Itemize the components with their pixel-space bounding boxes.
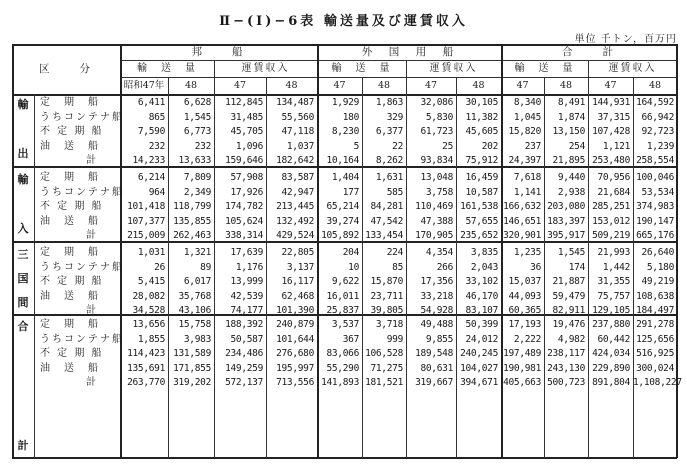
data-cell: 50,587 (230, 333, 263, 345)
data-cell: 713,556 (276, 377, 314, 388)
row-label: 計 (86, 230, 98, 241)
sub-header: 輸 送 量 (137, 63, 197, 74)
data-cell: 6,628 (183, 97, 211, 108)
data-cell: 6,773 (183, 126, 211, 137)
data-cell: 13,048 (420, 172, 453, 183)
data-cell: 8,230 (331, 126, 359, 137)
data-cell: 114,423 (127, 348, 165, 359)
data-cell: 320,901 (503, 230, 541, 241)
data-cell: 234,486 (225, 348, 263, 359)
data-cell: 32,086 (420, 97, 453, 108)
sub-header: 輸 送 量 (331, 63, 392, 74)
data-cell: 10,164 (326, 155, 359, 166)
data-cell: 10 (348, 261, 359, 273)
data-cell: 1,874 (557, 111, 585, 123)
data-cell: 15,870 (370, 276, 403, 287)
data-cell: 204 (342, 247, 359, 258)
data-cell: 424,034 (592, 348, 630, 359)
data-cell: 367 (342, 333, 359, 345)
data-cell: 16,011 (326, 290, 359, 302)
data-cell: 83,066 (326, 348, 359, 359)
data-cell: 100,046 (636, 172, 674, 183)
data-cell: 16,459 (465, 172, 498, 183)
data-cell: 25 (442, 140, 453, 152)
data-cell: 3,537 (331, 319, 359, 330)
data-cell: 6,377 (375, 126, 403, 137)
data-cell: 19,476 (552, 319, 585, 330)
group-label-char: 輸 (17, 173, 29, 186)
year-header: 47 (233, 80, 247, 91)
data-cell: 2,222 (513, 333, 541, 345)
year-header: 昭和47年 (123, 80, 165, 91)
data-cell: 17,639 (230, 247, 263, 258)
data-cell: 30,105 (465, 97, 498, 108)
data-cell: 8,491 (557, 97, 585, 108)
data-cell: 14,233 (132, 155, 165, 166)
data-cell: 31,485 (230, 111, 263, 123)
row-label: 定 期 船 (40, 97, 100, 108)
data-cell: 1,545 (557, 247, 585, 258)
data-cell: 10,587 (465, 186, 498, 198)
rule-line (120, 60, 677, 61)
data-cell: 1,545 (183, 111, 211, 123)
data-cell: 1,121 (602, 140, 630, 152)
data-cell: 54,928 (420, 305, 453, 316)
data-cell: 300,024 (636, 362, 674, 374)
data-cell: 21,895 (552, 155, 585, 166)
group-label-char: 入 (17, 222, 29, 235)
row-label: うちコンテナ船 (40, 186, 124, 198)
data-cell: 46,170 (465, 290, 498, 302)
data-cell: 93,834 (420, 155, 453, 166)
sub-header: 輸 送 量 (514, 63, 575, 74)
year-header: 47 (604, 80, 617, 91)
data-cell: 5,415 (137, 276, 165, 287)
data-cell: 500,723 (547, 377, 585, 388)
data-cell: 36 (530, 261, 541, 273)
data-cell: 240,879 (276, 319, 314, 330)
data-cell: 181,521 (365, 377, 403, 388)
data-cell: 50,399 (465, 319, 498, 330)
data-cell: 60,365 (508, 305, 541, 316)
data-cell: 35,768 (178, 290, 211, 302)
year-header: 48 (377, 80, 391, 91)
data-cell: 82,911 (552, 305, 585, 316)
data-cell: 84,281 (370, 201, 403, 212)
data-cell: 161,538 (460, 201, 498, 212)
data-cell: 106,528 (365, 348, 403, 359)
data-cell: 585 (386, 186, 403, 198)
data-cell: 13,999 (230, 276, 263, 287)
year-header: 48 (559, 80, 573, 91)
data-cell: 13,150 (552, 126, 585, 137)
data-cell: 65,214 (326, 201, 359, 212)
data-cell: 170,905 (415, 230, 453, 241)
data-cell: 153,012 (592, 215, 630, 227)
data-cell: 33,102 (465, 276, 498, 287)
data-cell: 1,096 (235, 140, 263, 152)
group-label-char: 国 (17, 272, 29, 285)
data-cell: 22 (392, 140, 403, 152)
data-cell: 1,176 (235, 261, 263, 273)
data-cell: 70,956 (597, 172, 630, 183)
data-cell: 34,528 (132, 305, 165, 316)
data-cell: 131,589 (173, 348, 211, 359)
data-cell: 188,392 (225, 319, 263, 330)
data-cell: 197,489 (503, 348, 541, 359)
row-label: うちコンテナ船 (40, 333, 124, 345)
data-cell: 4,982 (557, 333, 585, 345)
data-cell: 15,037 (508, 276, 541, 287)
data-cell: 6,214 (137, 172, 165, 183)
data-cell: 129,105 (592, 305, 630, 316)
data-cell: 171,855 (173, 362, 211, 374)
data-cell: 3,835 (470, 247, 498, 258)
data-cell: 13,656 (132, 319, 165, 330)
data-cell: 190,147 (636, 215, 674, 227)
data-cell: 213,445 (276, 201, 314, 212)
data-table (12, 44, 682, 458)
data-cell: 405,663 (503, 377, 541, 388)
data-cell: 101,418 (127, 201, 165, 212)
data-cell: 229,890 (592, 362, 630, 374)
data-cell: 429,524 (276, 230, 314, 241)
row-label: 不 定 期 船 (40, 276, 104, 287)
data-cell: 59,479 (552, 290, 585, 302)
data-cell: 43,106 (178, 305, 211, 316)
data-cell: 1,031 (137, 247, 165, 258)
data-cell: 134,487 (276, 97, 314, 108)
data-cell: 190,981 (503, 362, 541, 374)
data-cell: 509,219 (592, 230, 630, 241)
data-cell: 37,315 (597, 111, 630, 123)
data-cell: 180 (342, 111, 359, 123)
year-header: 47 (333, 80, 346, 91)
data-cell: 71,275 (370, 362, 403, 374)
data-cell: 202 (481, 140, 498, 152)
data-cell: 125,656 (636, 333, 674, 345)
data-cell: 253,480 (592, 155, 630, 166)
row-label: 不 定 期 船 (40, 201, 104, 212)
data-cell: 6,017 (183, 276, 211, 287)
data-cell: 263,770 (127, 377, 165, 388)
row-label: 定 期 船 (40, 247, 100, 258)
data-cell: 75,912 (465, 155, 498, 166)
data-cell: 28,082 (132, 290, 165, 302)
data-cell: 62,468 (281, 290, 314, 302)
data-cell: 17,926 (230, 186, 263, 198)
sub-header: 運賃収入 (429, 63, 478, 74)
group-label-char: 間 (17, 296, 29, 309)
data-cell: 57,908 (230, 172, 263, 183)
data-cell: 104,027 (460, 362, 498, 374)
data-cell: 45,705 (230, 126, 263, 137)
data-cell: 8,340 (513, 97, 541, 108)
data-cell: 395,917 (547, 230, 585, 241)
data-cell: 75,757 (597, 290, 630, 302)
data-cell: 60,442 (597, 333, 630, 345)
group-header: 合 計 (562, 46, 616, 58)
data-cell: 22,805 (281, 247, 314, 258)
data-cell: 110,469 (415, 201, 453, 212)
data-cell: 105,624 (225, 215, 263, 227)
data-cell: 338,314 (225, 230, 263, 241)
data-cell: 189,548 (415, 348, 453, 359)
group-label-char: 三 (17, 248, 29, 261)
rule-line (12, 457, 677, 459)
row-label: 油 送 船 (40, 215, 100, 227)
data-cell: 101,644 (276, 333, 314, 345)
data-cell: 2,938 (557, 186, 585, 198)
data-cell: 42,947 (281, 186, 314, 198)
data-cell: 74,177 (230, 305, 263, 316)
data-cell: 61,723 (420, 126, 453, 137)
data-cell: 174 (568, 261, 585, 273)
data-cell: 24,012 (465, 333, 498, 345)
data-cell: 4,354 (425, 247, 453, 258)
data-cell: 1,321 (183, 247, 211, 258)
data-cell: 66,942 (641, 111, 674, 123)
data-cell: 149,259 (225, 362, 263, 374)
data-cell: 1,631 (375, 172, 403, 183)
data-cell: 1,929 (331, 97, 359, 108)
data-cell: 2,043 (470, 261, 498, 273)
data-cell: 291,278 (636, 319, 674, 330)
data-cell: 235,652 (460, 230, 498, 241)
data-cell: 232 (194, 140, 211, 152)
data-cell: 891,804 (592, 377, 630, 388)
data-cell: 999 (386, 333, 403, 345)
data-cell: 1,442 (602, 261, 630, 273)
data-cell: 141,893 (321, 377, 359, 388)
data-cell: 42,539 (230, 290, 263, 302)
data-cell: 237,880 (592, 319, 630, 330)
data-cell: 319,667 (415, 377, 453, 388)
row-label: 不 定 期 船 (40, 126, 104, 137)
data-cell: 1,045 (513, 111, 541, 123)
data-cell: 1,108,227 (633, 377, 682, 388)
data-cell: 9,622 (331, 276, 359, 287)
group-label-char: 出 (17, 147, 29, 160)
data-cell: 254 (568, 140, 585, 152)
data-cell: 1,235 (513, 247, 541, 258)
data-cell: 44,093 (508, 290, 541, 302)
data-cell: 21,684 (597, 186, 630, 198)
data-cell: 232 (148, 140, 165, 152)
year-header: 48 (472, 80, 485, 91)
data-cell: 101,390 (276, 305, 314, 316)
data-cell: 665,176 (636, 230, 674, 241)
row-label: 不 定 期 船 (40, 348, 104, 359)
data-cell: 7,618 (513, 172, 541, 183)
data-cell: 3,718 (375, 319, 403, 330)
data-cell: 1,239 (646, 140, 674, 152)
data-cell: 15,758 (178, 319, 211, 330)
data-cell: 266 (436, 261, 453, 273)
data-cell: 135,691 (127, 362, 165, 374)
data-cell: 174,782 (225, 201, 263, 212)
data-cell: 47,542 (370, 215, 403, 227)
row-label: 定 期 船 (40, 319, 100, 330)
data-cell: 9,440 (557, 172, 585, 183)
group-label-char: 輸 (17, 98, 29, 111)
row-label: うちコンテナ船 (40, 111, 124, 123)
data-cell: 21,993 (597, 247, 630, 258)
data-cell: 105,892 (321, 230, 359, 241)
data-cell: 195,997 (276, 362, 314, 374)
data-cell: 80,631 (420, 362, 453, 374)
data-cell: 164,592 (636, 97, 674, 108)
data-cell: 276,680 (276, 348, 314, 359)
data-cell: 112,845 (225, 97, 263, 108)
table-title: Ⅱ−(Ⅰ)−6表 輸送量及び運賃収入 (219, 14, 468, 29)
data-cell: 92,723 (641, 126, 674, 137)
data-cell: 964 (148, 186, 165, 198)
data-cell: 394,671 (460, 377, 498, 388)
data-cell: 8,262 (375, 155, 403, 166)
data-cell: 238,117 (547, 348, 585, 359)
group-label-char: 合 (17, 320, 29, 333)
data-cell: 224 (386, 247, 403, 258)
data-cell: 118,799 (173, 201, 211, 212)
data-cell: 285,251 (592, 201, 630, 212)
data-cell: 26,640 (641, 247, 674, 258)
data-cell: 159,646 (225, 155, 263, 166)
row-label: 油 送 船 (40, 290, 100, 302)
data-cell: 3,758 (425, 186, 453, 198)
column-divider (676, 44, 678, 458)
data-cell: 329 (386, 111, 403, 123)
year-header: 48 (184, 80, 198, 91)
data-cell: 89 (200, 261, 211, 273)
data-cell: 1,404 (331, 172, 359, 183)
data-cell: 57,655 (465, 215, 498, 227)
column-divider (34, 94, 35, 458)
data-cell: 24,397 (508, 155, 541, 166)
group-header: 邦 船 (191, 46, 246, 58)
data-cell: 133,454 (365, 230, 403, 241)
data-cell: 33,218 (420, 290, 453, 302)
unit-label: 単位 千トン，百万円 (574, 34, 677, 45)
data-cell: 23,711 (370, 290, 403, 302)
data-cell: 21,887 (552, 276, 585, 287)
data-cell: 83,587 (281, 172, 314, 183)
year-header: 48 (648, 80, 662, 91)
data-cell: 55,290 (326, 362, 359, 374)
data-cell: 374,983 (636, 201, 674, 212)
data-cell: 146,651 (503, 215, 541, 227)
data-cell: 39,805 (370, 305, 403, 316)
data-cell: 319,202 (173, 377, 211, 388)
data-cell: 7,809 (183, 172, 211, 183)
data-cell: 132,492 (276, 215, 314, 227)
data-cell: 55,560 (281, 111, 314, 123)
group-label-char: 計 (17, 439, 29, 452)
data-cell: 7,590 (137, 126, 165, 137)
data-cell: 85 (392, 261, 403, 273)
data-cell: 240,245 (460, 348, 498, 359)
sub-header: 運賃収入 (608, 63, 657, 74)
data-cell: 49,488 (420, 319, 453, 330)
data-cell: 17,193 (508, 319, 541, 330)
data-cell: 6,411 (137, 97, 165, 108)
data-cell: 26 (154, 261, 165, 273)
data-cell: 177 (342, 186, 359, 198)
year-header: 47 (424, 80, 438, 91)
data-cell: 184,497 (636, 305, 674, 316)
data-cell: 15,820 (508, 126, 541, 137)
data-cell: 5 (353, 140, 359, 152)
data-cell: 144,931 (592, 97, 630, 108)
data-cell: 9,855 (425, 333, 453, 345)
data-cell: 39,274 (326, 215, 359, 227)
row-label: 計 (86, 155, 98, 166)
rule-line (120, 77, 677, 78)
group-header: 外 国 用 船 (361, 46, 457, 58)
row-label: 油 送 船 (40, 140, 100, 152)
data-cell: 3,137 (286, 261, 314, 273)
row-label: 油 送 船 (40, 362, 100, 374)
data-cell: 572,137 (225, 377, 263, 388)
data-cell: 47,118 (281, 126, 314, 137)
data-cell: 5,830 (425, 111, 453, 123)
sub-header: 運賃収入 (241, 63, 290, 74)
data-cell: 237 (524, 140, 541, 152)
data-cell: 243,130 (547, 362, 585, 374)
data-cell: 45,605 (465, 126, 498, 137)
data-cell: 3,983 (183, 333, 211, 345)
data-cell: 16,117 (281, 276, 314, 287)
row-label: 計 (86, 305, 98, 316)
row-label: うちコンテナ船 (40, 261, 124, 273)
data-cell: 1,855 (137, 333, 165, 345)
data-cell: 203,080 (547, 201, 585, 212)
data-cell: 215,009 (127, 230, 165, 241)
data-cell: 1,037 (286, 140, 314, 152)
data-cell: 107,377 (127, 215, 165, 227)
data-cell: 258,554 (636, 155, 674, 166)
data-cell: 135,855 (173, 215, 211, 227)
data-cell: 108,638 (636, 290, 674, 302)
data-cell: 516,925 (636, 348, 674, 359)
data-cell: 31,355 (597, 276, 630, 287)
row-label: 定 期 船 (40, 172, 100, 183)
corner-header: 区 分 (39, 63, 93, 75)
data-cell: 17,356 (420, 276, 453, 287)
data-cell: 13,633 (178, 155, 211, 166)
data-cell: 49,219 (641, 276, 674, 287)
data-cell: 2,349 (183, 186, 211, 198)
data-cell: 83,107 (465, 305, 498, 316)
year-header: 48 (285, 80, 298, 91)
row-label: 計 (86, 377, 98, 388)
year-header: 47 (516, 80, 529, 91)
data-cell: 53,534 (641, 186, 674, 198)
data-cell: 11,382 (465, 111, 498, 123)
data-cell: 182,642 (276, 155, 314, 166)
data-cell: 5,180 (646, 261, 674, 273)
data-cell: 1,141 (513, 186, 541, 198)
data-cell: 107,428 (592, 126, 630, 137)
data-cell: 25,837 (326, 305, 359, 316)
data-cell: 865 (148, 111, 165, 123)
data-cell: 1,863 (375, 97, 403, 108)
data-cell: 262,463 (173, 230, 211, 241)
data-cell: 166,632 (503, 201, 541, 212)
data-cell: 47,388 (420, 215, 453, 227)
data-cell: 183,397 (547, 215, 585, 227)
